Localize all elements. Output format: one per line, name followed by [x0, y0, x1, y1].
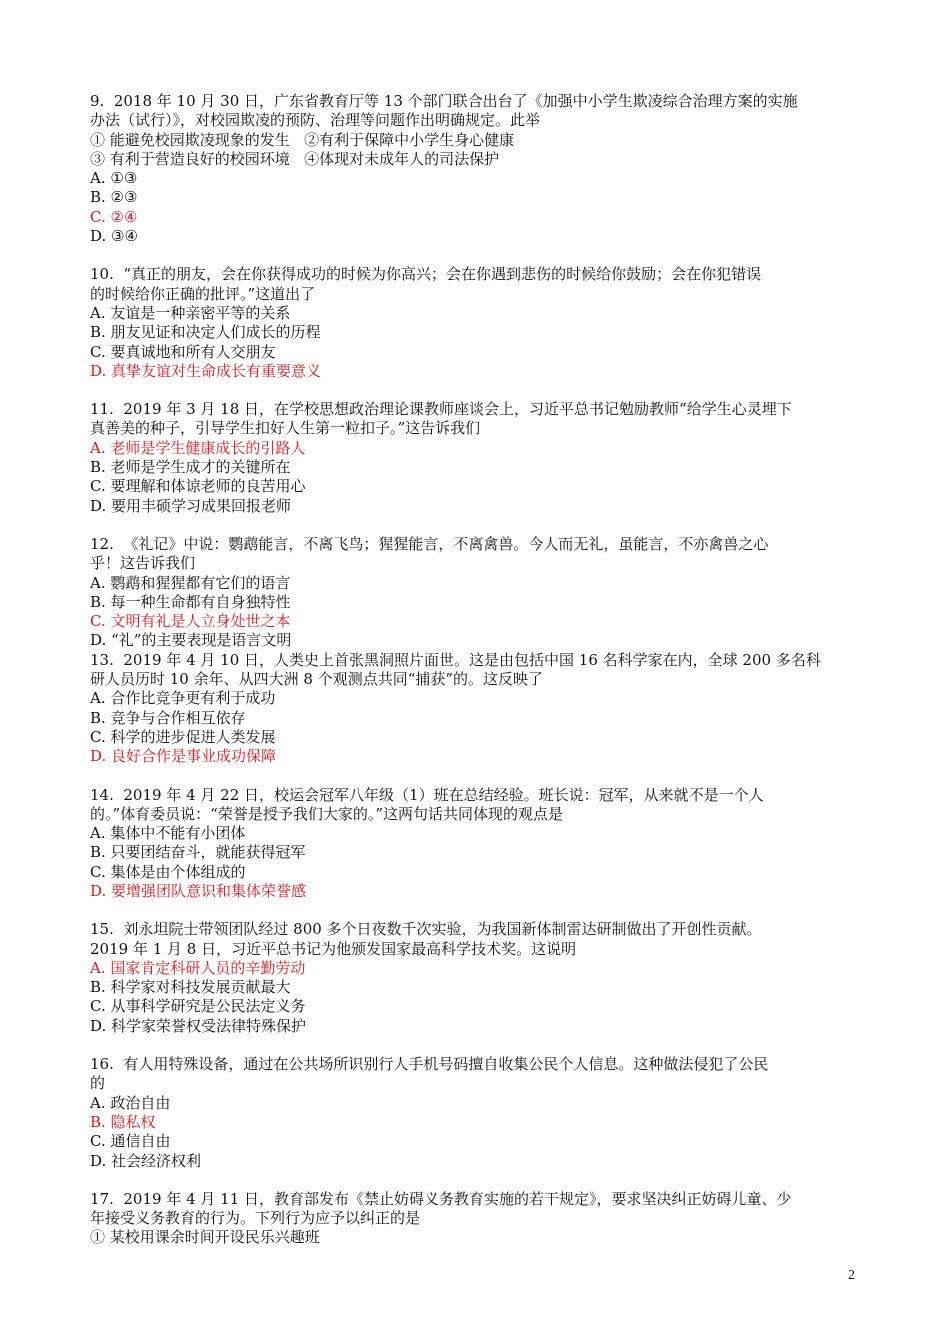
question-14	[90, 786, 865, 902]
question-list	[90, 92, 865, 1248]
option-a: A. ①③	[90, 169, 138, 188]
option-d: D. 科学家荣誉权受法律特殊保护	[90, 1016, 307, 1035]
question-12	[90, 535, 865, 651]
option-d-answer: D. 良好合作是事业成功保障	[90, 747, 277, 766]
option-b: B. 朋友见证和决定人们成长的历程	[90, 323, 321, 342]
question-stem-line: 的	[90, 1074, 106, 1093]
option-a: A. 友谊是一种亲密平等的关系	[90, 303, 291, 322]
option-a: A. 集体中不能有小团体	[90, 824, 246, 843]
question-stem-line: 2019 年 1 月 8 日，习近平总书记为他颁发国家最高科学技术奖。这说明	[90, 939, 577, 958]
option-c: C. 要理解和体谅老师的良苦用心	[90, 477, 306, 496]
option-b-answer: B. 隐私权	[90, 1112, 156, 1131]
option-d: D. “礼”的主要表现是语言文明	[90, 631, 292, 650]
statement-line: ① 某校用课余时间开设民乐兴趣班	[90, 1228, 320, 1247]
option-c: C. 通信自由	[90, 1132, 171, 1151]
option-b: B. 竞争与合作相互依存	[90, 708, 246, 727]
option-c: C. 科学的进步促进人类发展	[90, 727, 276, 746]
option-c: C. 要真诚地和所有人交朋友	[90, 342, 276, 361]
question-stem-line: 11. 2019 年 3 月 18 日，在学校思想政治理论课教师座谈会上，习近平总书记勉励教师“给学生心灵埋下	[90, 400, 792, 419]
question-11	[90, 400, 865, 516]
question-stem-line: 的时候给你正确的批评。”这道出了	[90, 284, 316, 303]
option-a: A. 鹦鹉和猩猩都有它们的语言	[90, 573, 291, 592]
option-b: B. 只要团结奋斗，就能获得冠军	[90, 843, 306, 862]
option-c: C. 从事科学研究是公民法定义务	[90, 997, 306, 1016]
question-16	[90, 1055, 865, 1171]
option-b: B. ②③	[90, 188, 138, 207]
option-b: B. 科学家对科技发展贡献最大	[90, 978, 291, 997]
option-d: D. ③④	[90, 227, 138, 246]
question-13	[90, 651, 865, 767]
question-stem-line: 17. 2019 年 4 月 11 日，教育部发布《禁止妨碍义务教育实施的若干规定》，要求坚决纠正妨碍儿童、少	[90, 1189, 792, 1208]
option-c-answer: C. ②④	[90, 207, 138, 226]
question-stem-line: 16. 有人用特殊设备，通过在公共场所识别行人手机号码擅自收集公民个人信息。这种做法侵犯了公民	[90, 1055, 769, 1074]
statement-line: ③ 有利于营造良好的校园环境 ④体现对未成年人的司法保护	[90, 149, 500, 168]
option-c-answer: C. 文明有礼是人立身处世之本	[90, 612, 291, 631]
question-stem-line: 年接受义务教育的行为。下列行为应予以纠正的是	[90, 1209, 421, 1228]
question-stem-line: 15. 刘永坦院士带领团队经过 800 多个日夜数千次实验，为我国新体制雷达研制做出了开创性贡献。	[90, 920, 762, 939]
option-b: B. 每一种生命都有自身独特性	[90, 592, 291, 611]
option-a-answer: A. 国家肯定科研人员的辛勤劳动	[90, 958, 306, 977]
question-9	[90, 92, 865, 246]
option-d-answer: D. 真挚友谊对生命成长有重要意义	[90, 361, 322, 380]
option-d-answer: D. 要增强团队意识和集体荣誉感	[90, 881, 307, 900]
question-stem-line: 13. 2019 年 4 月 10 日，人类史上首张黑洞照片面世。这是由包括中国 16 名科学家在内，全球 200 多名科	[90, 650, 821, 669]
question-stem-line: 12. 《礼记》中说：鹦鹉能言，不离飞鸟；猩猩能言，不离禽兽。今人而无礼，虽能言，不亦禽兽之心	[90, 534, 769, 553]
question-stem-line: 乎！这告诉我们	[90, 554, 196, 573]
option-a-answer: A. 老师是学生健康成长的引路人	[90, 438, 306, 457]
page-number: 2	[848, 1268, 855, 1283]
question-stem-line: 研人员历时 10 余年、从四大洲 8 个观测点共同“捕获”的。这反映了	[90, 670, 544, 689]
statement-line: ① 能避免校园欺凌现象的发生 ②有利于保障中小学生身心健康	[90, 130, 515, 149]
question-stem-line: 的。”体育委员说：“荣誉是授予我们大家的。”这两句话共同体现的观点是	[90, 804, 564, 823]
option-a: A. 合作比竞争更有利于成功	[90, 689, 276, 708]
option-d: D. 要用丰硕学习成果回报老师	[90, 496, 292, 515]
question-stem-line: 9. 2018 年 10 月 30 日，广东省教育厅等 13 个部门联合出台了《加强中小学生欺凌综合治理方案的实施	[90, 92, 798, 110]
question-10	[90, 265, 865, 381]
question-stem-line: 14. 2019 年 4 月 22 日，校运会冠军八年级（1）班在总结经验。班长说：冠军，从来就不是一个人	[90, 785, 764, 804]
option-c: C. 集体是由个体组成的	[90, 862, 246, 881]
option-b: B. 老师是学生成才的关键所在	[90, 458, 291, 477]
question-stem-line: 办法（试行）》，对校园欺凌的预防、治理等问题作出明确规定。此举	[90, 111, 541, 130]
question-stem-line: 10. “真正的朋友，会在你获得成功的时候为你高兴；会在你遇到悲伤的时候给你鼓励；会在你犯错误	[90, 265, 762, 284]
question-stem-line: 真善美的种子，引导学生扣好人生第一粒扣子。”这告诉我们	[90, 419, 481, 438]
question-17	[90, 1190, 865, 1248]
option-a: A. 政治自由	[90, 1093, 171, 1112]
option-d: D. 社会经济权利	[90, 1151, 202, 1170]
question-15	[90, 920, 865, 1036]
